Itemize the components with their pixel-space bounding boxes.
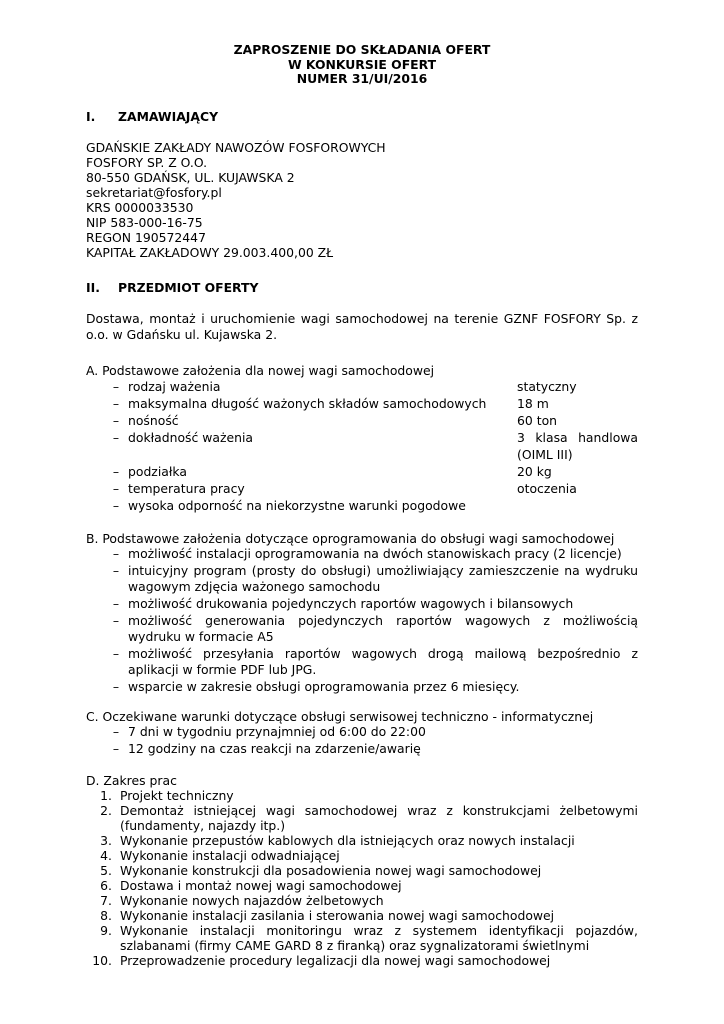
address-line: KRS 0000033530 bbox=[86, 199, 194, 215]
part-c-heading: C. Oczekiwane warunki dotyczące obsługi serwisowej techniczno - informatycznej bbox=[86, 708, 594, 724]
list-item bbox=[86, 953, 638, 968]
address-line: NIP 583-000-16-75 bbox=[86, 214, 203, 230]
list-item-text: możliwość drukowania pojedynczych raportów wagowych i bilansowych bbox=[128, 595, 574, 611]
part-d-heading: D. Zakres prac bbox=[86, 772, 177, 788]
address-line: sekretariat@fosfory.pl bbox=[86, 184, 222, 200]
list-item bbox=[86, 908, 638, 923]
dash-bullet: – bbox=[112, 645, 120, 661]
dash-bullet: – bbox=[112, 612, 120, 628]
list-item-text: Wykonanie konstrukcji dla posadowienia nowej wagi samochodowej bbox=[120, 862, 542, 878]
spec-value: otoczenia bbox=[517, 480, 577, 496]
dash-bullet: – bbox=[112, 723, 120, 739]
list-item-number: 2. bbox=[100, 802, 112, 818]
list-item-number: 1. bbox=[100, 787, 112, 803]
address-line: REGON 190572447 bbox=[86, 229, 206, 245]
spec-value: 18 m bbox=[517, 395, 549, 411]
list-item bbox=[86, 646, 638, 678]
list-item-text: Dostawa i montaż nowej wagi samochodowej bbox=[120, 877, 402, 893]
title-line-1: ZAPROSZENIE DO SKŁADANIA OFERT bbox=[233, 42, 491, 57]
list-item bbox=[86, 878, 638, 893]
address-line: GDAŃSKIE ZAKŁADY NAWOZÓW FOSFOROWYCH bbox=[86, 139, 386, 155]
list-item-text: Demontaż istniejącej wagi samochodowej wraz z konstrukcjami żelbetowymi (fundamenty, najazdy itp.) bbox=[120, 802, 638, 833]
list-item-number: 5. bbox=[100, 862, 112, 878]
spec-row bbox=[86, 378, 638, 395]
list-item-text: Wykonanie instalacji odwadniającej bbox=[120, 847, 340, 863]
section-1-heading bbox=[86, 109, 638, 124]
spec-row bbox=[86, 412, 638, 429]
list-item bbox=[86, 788, 638, 803]
list-item-text: możliwość instalacji oprogramowania na dwóch stanowiskach pracy (2 licencje) bbox=[128, 545, 622, 561]
title-line-2: W KONKURSIE OFERT bbox=[287, 56, 437, 72]
section-2-number: II. bbox=[86, 279, 100, 295]
spec-value: 60 ton bbox=[517, 412, 557, 428]
dash-bullet: – bbox=[112, 412, 120, 428]
dash-bullet: – bbox=[112, 740, 120, 756]
document-title bbox=[86, 43, 638, 87]
list-item-number: 8. bbox=[100, 907, 112, 923]
list-item bbox=[86, 613, 638, 645]
list-item bbox=[86, 679, 638, 695]
dash-bullet: – bbox=[112, 463, 120, 479]
list-item-number: 7. bbox=[100, 892, 112, 908]
part-c-list bbox=[86, 724, 638, 757]
list-item-number: 10. bbox=[92, 952, 112, 968]
title-line-3: NUMER 31/UI/2016 bbox=[296, 71, 428, 86]
list-item bbox=[86, 893, 638, 908]
spec-row bbox=[86, 429, 638, 463]
dash-bullet: – bbox=[112, 545, 120, 561]
list-item bbox=[86, 803, 638, 833]
section-2-title: PRZEDMIOT OFERTY bbox=[118, 279, 259, 295]
part-b-heading: B. Podstawowe założenia dotyczące oprogramowania do obsługi wagi samochodowej bbox=[86, 530, 615, 546]
spec-row bbox=[86, 480, 638, 497]
spec-name: rodzaj ważenia bbox=[128, 378, 221, 394]
client-address bbox=[86, 140, 638, 260]
list-item-text: Wykonanie przepustów kablowych dla istniejących oraz nowych instalacji bbox=[120, 832, 575, 848]
dash-bullet: – bbox=[112, 562, 120, 578]
list-item bbox=[86, 923, 638, 953]
list-item-text: Wykonanie nowych najazdów żelbetowych bbox=[120, 892, 384, 908]
list-item-text: 12 godziny na czas reakcji na zdarzenie/awarię bbox=[128, 740, 421, 756]
list-item-text: możliwość generowania pojedynczych raportów wagowych z możliwością wydruku w formacie A5 bbox=[128, 612, 638, 644]
spec-value: 3 klasa handlowa (OIML III) bbox=[517, 429, 638, 462]
dash-bullet: – bbox=[112, 395, 120, 411]
address-line: 80-550 GDAŃSK, UL. KUJAWSKA 2 bbox=[86, 169, 295, 185]
list-item-number: 4. bbox=[100, 847, 112, 863]
list-item-number: 3. bbox=[100, 832, 112, 848]
list-item bbox=[86, 563, 638, 595]
list-item bbox=[86, 833, 638, 848]
dash-bullet: – bbox=[112, 429, 120, 445]
list-item bbox=[86, 848, 638, 863]
spec-value: 20 kg bbox=[517, 463, 552, 479]
dash-bullet: – bbox=[112, 497, 120, 513]
list-item-text: Wykonanie instalacji zasilania i sterowania nowej wagi samochodowej bbox=[120, 907, 555, 923]
section-1-number: I. bbox=[86, 108, 96, 124]
dash-bullet: – bbox=[112, 378, 120, 394]
list-item-text: Wykonanie instalacji monitoringu wraz z systemem identyfikacji pojazdów, szlabanami (firmy CAME GARD 8 z firanką) oraz sygnalizatorami świetlnymi bbox=[120, 922, 638, 953]
list-item bbox=[86, 863, 638, 878]
part-a-spec-list bbox=[86, 378, 638, 514]
list-item bbox=[86, 724, 638, 740]
spec-row bbox=[86, 463, 638, 480]
spec-name: nośność bbox=[128, 412, 179, 428]
offer-subject-paragraph: Dostawa, montaż i uruchomienie wagi samochodowej na terenie GZNF FOSFORY Sp. z o.o. w Gdańsku ul. Kujawska 2. bbox=[86, 310, 638, 342]
list-item-number: 9. bbox=[100, 922, 112, 938]
spec-name: dokładność ważenia bbox=[128, 429, 253, 445]
address-line: FOSFORY SP. Z O.O. bbox=[86, 154, 208, 170]
list-item-text: możliwość przesyłania raportów wagowych drogą mailową bezpośrednio z aplikacji w formie PDF lub JPG. bbox=[128, 645, 638, 677]
spec-row bbox=[86, 497, 638, 514]
list-item-text: Projekt techniczny bbox=[120, 787, 234, 803]
section-2-heading bbox=[86, 280, 638, 295]
list-item-text: Przeprowadzenie procedury legalizacji dla nowej wagi samochodowej bbox=[120, 952, 551, 968]
spec-row bbox=[86, 395, 638, 412]
list-item-text: 7 dni w tygodniu przynajmniej od 6:00 do 22:00 bbox=[128, 723, 426, 739]
dash-bullet: – bbox=[112, 678, 120, 694]
spec-name: maksymalna długość ważonych składów samochodowych bbox=[128, 395, 487, 411]
section-1-title: ZAMAWIAJĄCY bbox=[118, 108, 219, 124]
part-d-list bbox=[86, 788, 638, 968]
spec-name: wysoka odporność na niekorzystne warunki pogodowe bbox=[128, 497, 466, 513]
list-item bbox=[86, 596, 638, 612]
dash-bullet: – bbox=[112, 480, 120, 496]
list-item-text: wsparcie w zakresie obsługi oprogramowania przez 6 miesięcy. bbox=[128, 678, 520, 694]
list-item bbox=[86, 741, 638, 757]
list-item bbox=[86, 546, 638, 562]
part-b-list bbox=[86, 546, 638, 695]
part-a-heading: A. Podstawowe założenia dla nowej wagi samochodowej bbox=[86, 362, 435, 378]
address-line: KAPITAŁ ZAKŁADOWY 29.003.400,00 ZŁ bbox=[86, 244, 334, 260]
dash-bullet: – bbox=[112, 595, 120, 611]
spec-value: statyczny bbox=[517, 378, 577, 394]
list-item-number: 6. bbox=[100, 877, 112, 893]
spec-name: podziałka bbox=[128, 463, 187, 479]
spec-name: temperatura pracy bbox=[128, 480, 245, 496]
list-item-text: intuicyjny program (prosty do obsługi) umożliwiający zamieszczenie na wydruku wagowym zdjęcia ważonego samochodu bbox=[128, 562, 638, 594]
